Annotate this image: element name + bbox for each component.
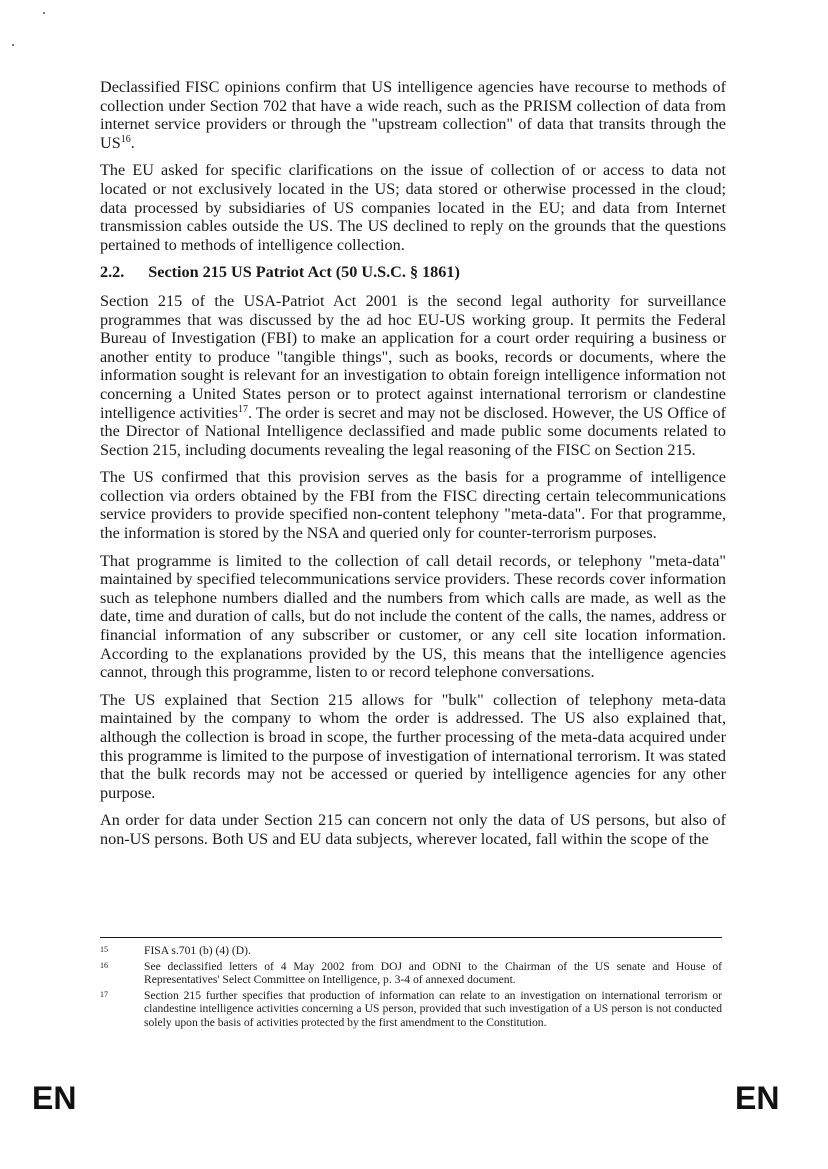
- paragraph-text: Declassified FISC opinions confirm that US intelligence agencies have recourse to methods of collection under Section 702 that have a wide reach, such as the PRISM collection of data from internet service providers or through the "upstream collection" of data that transits through the US: [100, 78, 726, 152]
- language-mark-right: EN: [735, 1080, 780, 1116]
- paragraph-programme-basis: The US confirmed that this provision serves as the basis for a programme of intelligence collection via orders obtained by the FBI from the FISC directing certain telecommunications service providers to provide specified non-content telephony "meta-data". For that programme, the information is stored by the NSA and queried only for counter-terrorism purposes.: [100, 468, 726, 543]
- paragraph-text: . The order is secret and may not be disclosed. However, the US Office of the Director of National Intelligence declassified and made public some documents related to Section 215, including documents revealing the legal reasoning of the FISC on Section 215.: [100, 403, 726, 459]
- footnote-number: 16: [100, 960, 108, 970]
- footnote-text: Section 215 further specifies that production of information can relate to an investigation on international terrorism or clandestine intelligence activities concerning a US person, provided that such investigation of a US person is not conducted solely upon the basis of activities protected by the first amendment to the Constitution.: [144, 988, 722, 1029]
- scan-speck: [12, 44, 14, 46]
- scan-speck: [43, 12, 45, 14]
- footnotes: [100, 944, 722, 1032]
- paragraph-call-records: That programme is limited to the collection of call detail records, or telephony "meta-data" maintained by specified telecommunications service providers. These records cover information such as telephone numbers dialled and the numbers from which calls are made, as well as the date, time and duration of calls, but do not include the content of the calls, the names, address or financial information of any subscriber or customer, or any cell site location information. According to the explanations provided by the US, this means that the intelligence agencies cannot, through this programme, listen to or record telephone conversations.: [100, 551, 726, 682]
- footnote-text: FISA s.701 (b) (4) (D).: [144, 944, 251, 957]
- paragraph-bulk-collection: The US explained that Section 215 allows for "bulk" collection of telephony meta-data maintained by the company to whom the order is addressed. The US also explained that, although the collection is broad in scope, the further processing of the meta-data acquired under this programme is limited to the purpose of investigation of international terrorism. It was stated that the bulk records may not be accessed or queried by intelligence agencies for any other purpose.: [100, 690, 726, 802]
- paragraph-text: .: [130, 133, 135, 152]
- section-number: 2.2.: [100, 263, 125, 282]
- footnote-15: [100, 944, 722, 958]
- paragraph-non-us-persons: An order for data under Section 215 can concern not only the data of US persons, but also of non-US persons. Both US and EU data subjects, wherever located, fall within the scope of the: [100, 811, 726, 848]
- section-title: Section 215 US Patriot Act (50 U.S.C. § 1861): [148, 263, 460, 282]
- footnote-17: [100, 989, 722, 1030]
- paragraph-text: Section 215 of the USA-Patriot Act 2001 is the second legal authority for surveillance programmes that was discussed by the ad hoc EU-US working group. It permits the Federal Bureau of Investigation (FBI) to make an application for a court order requiring a business or another entity to produce "tangible things", such as books, records or documents, where the information sought is relevant for an investigation to obtain foreign intelligence information not concerning a United States person or to protect against international terrorism or clandestine intelligence activities: [100, 291, 726, 422]
- footnote-text: See declassified letters of 4 May 2002 from DOJ and ODNI to the Chairman of the US senate and House of Representatives' Select Committee on Intelligence, p. 3-4 of annexed document.: [144, 959, 722, 987]
- footnote-reference[interactable]: 17: [238, 403, 249, 415]
- paragraph-section-215: [100, 292, 726, 459]
- footnote-number: 17: [100, 989, 108, 999]
- paragraph-prism: [100, 78, 726, 152]
- footnote-divider: [100, 937, 722, 938]
- body-text: [100, 78, 726, 858]
- footnote-16: [100, 960, 722, 987]
- footnote-number: 15: [100, 945, 108, 954]
- footnote-reference[interactable]: 16: [120, 133, 131, 145]
- paragraph-eu-clarifications: The EU asked for specific clarifications on the issue of collection of or access to data not located or not exclusively located in the US; data stored or otherwise processed in the cloud; data processed by subsidiaries of US companies located in the EU; and data from Internet transmission cables outside the US. The US declined to reply on the grounds that the questions pertained to methods of intelligence collection.: [100, 161, 726, 254]
- section-heading: [100, 263, 726, 282]
- language-mark-left: EN: [32, 1080, 77, 1116]
